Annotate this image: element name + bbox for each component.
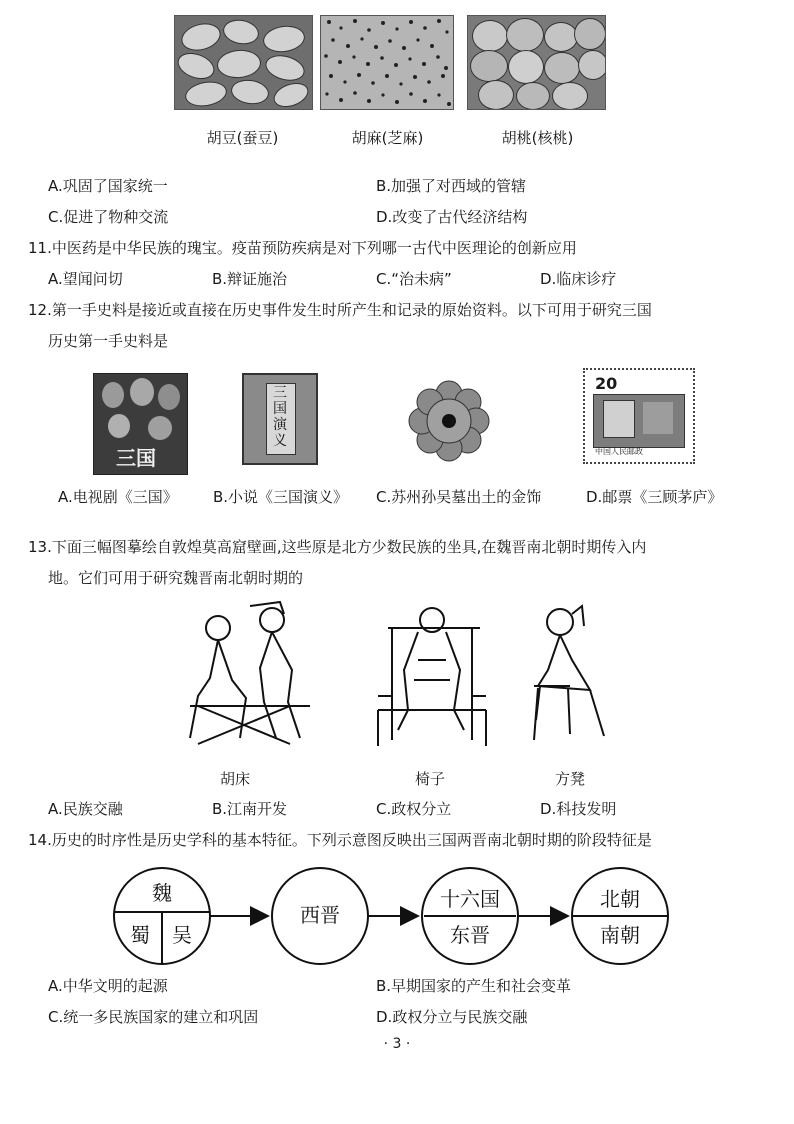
question-stem: 地。它们可用于研究魏晋南北朝时期的 — [48, 569, 304, 587]
option-d[interactable]: D.临床诊疗 — [540, 270, 617, 288]
tv-series-poster — [93, 373, 188, 475]
drawing-caption: 椅子 — [414, 770, 445, 788]
option-b[interactable]: B.小说《三国演义》 — [213, 488, 349, 506]
diagram-label: 蜀 — [130, 923, 150, 947]
option-a[interactable]: A.中华文明的起源 — [48, 977, 168, 995]
option-a[interactable]: A.电视剧《三国》 — [58, 488, 178, 506]
option-a[interactable]: A.望闻问切 — [48, 270, 123, 288]
option-a[interactable]: A.巩固了国家统一 — [48, 177, 168, 195]
sesame-photo — [320, 15, 454, 110]
option-c[interactable]: C.促进了物种交流 — [48, 208, 169, 226]
book-title: 三国演义 — [273, 385, 287, 449]
option-b[interactable]: B.江南开发 — [212, 800, 288, 818]
image-caption: 胡豆(蚕豆) — [206, 129, 279, 147]
option-d[interactable]: D.改变了古代经济结构 — [376, 208, 528, 226]
question-stem: 13.下面三幅图摹绘自敦煌莫高窟壁画,这些原是北方少数民族的坐具,在魏晋南北朝时期传入内 — [28, 538, 647, 556]
novel-book-cover — [242, 373, 318, 465]
diagram-label: 南朝 — [600, 923, 640, 947]
diagram-label: 西晋 — [300, 903, 340, 927]
diagram-label: 吴 — [172, 923, 192, 947]
diagram-label: 东晋 — [450, 923, 490, 947]
hu-bed-drawing — [180, 598, 320, 746]
option-d[interactable]: D.邮票《三顾茅庐》 — [586, 488, 723, 506]
sesame-seeds-pattern — [321, 16, 453, 109]
broad-bean-photo — [174, 15, 313, 110]
walnut-photo — [467, 15, 606, 110]
option-c[interactable]: C.“治未病” — [376, 270, 452, 288]
page-number: · 3 · — [383, 1036, 411, 1052]
option-c[interactable]: C.政权分立 — [376, 800, 452, 818]
image-caption: 胡桃(核桃) — [501, 129, 574, 147]
chair-drawing — [368, 600, 488, 746]
postage-stamp — [583, 368, 695, 464]
diagram-label: 魏 — [152, 881, 172, 905]
square-stool-drawing — [520, 600, 610, 746]
option-d[interactable]: D.政权分立与民族交融 — [376, 1008, 528, 1026]
question-stem: 12.第一手史料是接近或直接在历史事件发生时所产生和记录的原始资料。以下可用于研究三国 — [28, 301, 652, 319]
drawing-caption: 胡床 — [219, 770, 250, 788]
option-d[interactable]: D.科技发明 — [540, 800, 617, 818]
option-c[interactable]: C.统一多民族国家的建立和巩固 — [48, 1008, 259, 1026]
diagram-label: 北朝 — [600, 887, 640, 911]
option-a[interactable]: A.民族交融 — [48, 800, 123, 818]
question-stem: 11.中医药是中华民族的瑰宝。疫苗预防疾病是对下列哪一古代中医理论的创新应用 — [28, 239, 577, 257]
question-stem: 14.历史的时序性是历史学科的基本特征。下列示意图反映出三国两晋南北朝时期的阶段特征是 — [28, 831, 652, 849]
period-diagram — [110, 860, 690, 970]
gold-ornament — [408, 380, 490, 462]
option-b[interactable]: B.加强了对西域的管辖 — [376, 177, 527, 195]
drawing-caption: 方凳 — [554, 770, 585, 788]
poster-title: 三国 — [116, 446, 156, 470]
option-c[interactable]: C.苏州孙吴墓出土的金饰 — [376, 488, 542, 506]
stamp-country: 中国人民邮政 — [595, 447, 643, 456]
diagram-label: 十六国 — [440, 887, 500, 911]
question-stem: 历史第一手史料是 — [48, 332, 169, 350]
option-b[interactable]: B.早期国家的产生和社会变革 — [376, 977, 572, 995]
stamp-value: 20 — [595, 374, 618, 393]
option-b[interactable]: B.辩证施治 — [212, 270, 288, 288]
image-caption: 胡麻(芝麻) — [351, 129, 424, 147]
